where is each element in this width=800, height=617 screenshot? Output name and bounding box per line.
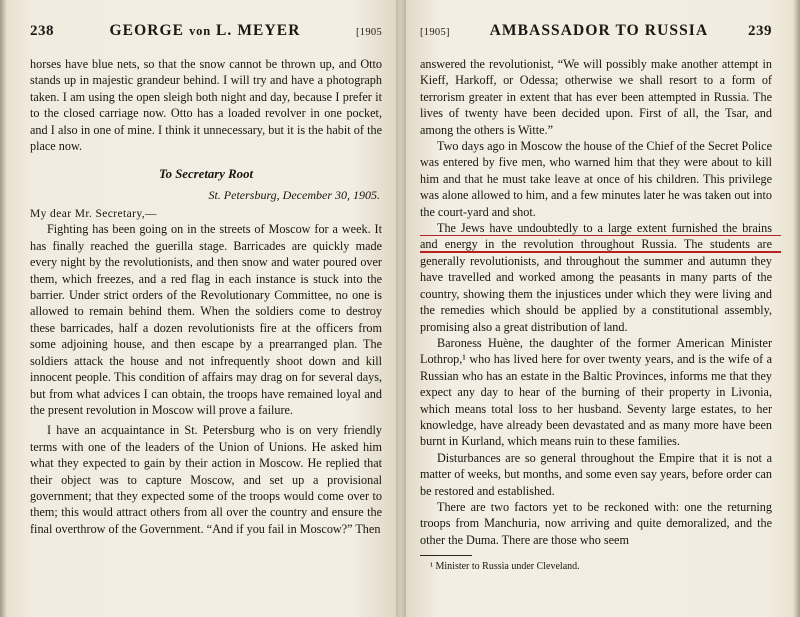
page-edge-shadow-left — [0, 0, 7, 617]
right-paragraph-5: Disturbances are so general throughout the Empire that it is not a matter of weeks, but months, and some even say years, before order can be restored and established. — [420, 450, 772, 498]
page-right — [400, 0, 800, 617]
dateline: St. Petersburg, December 30, 1905. — [208, 188, 380, 203]
underlined-passage-text: The Jews have undoubtedly to a large extent furnished the brains and energy in the revolution throughout Russia. The students are generally revolutionists, and throughout the summer and autumn they have travelled and worked among the peasants in many parts of the country, showing them the injustices under which they were living and the remedies which should be applied by a constitutional assembly, promising also a great distribution of land. — [420, 221, 772, 334]
footnote-rule — [420, 555, 472, 556]
running-title-von: von — [189, 24, 211, 38]
body-left — [30, 56, 382, 537]
annotated-passage-block — [420, 220, 772, 335]
paragraph-continuation: horses have blue nets, so that the snow cannot be thrown up, and Otto stands up in majestic grandeur behind. I will try and have a photograph taken. I am using the open sleigh both night and day, because I prefer it to the closed carriage now. Otto has a loaded revolver in one pocket, and I also in one of mine. I think it unnecessary, but it is the habit of the place now. — [30, 57, 382, 154]
right-paragraph-4: Baroness Huène, the daughter of the former American Minister Lothrop,¹ who has lived here for over twenty years, and is the wife of a Russian who has an estate in the Baltic Provinces, informs me that they expect any day to hear of the burning of their property in Livonia, which means total loss to her husband. Seventy large estates, to her knowledge, have already been devastated and as many more have been burnt in Kurland, which means ruin to these families. — [420, 335, 772, 449]
right-paragraph-3 — [420, 220, 772, 335]
running-title-main: GEORGE — [109, 22, 185, 39]
running-title-rest: L. MEYER — [215, 22, 301, 39]
folio-left: 238 — [30, 23, 54, 39]
section-heading-to-secretary-root: To Secretary Root — [158, 167, 254, 182]
folio-right: 239 — [748, 23, 772, 39]
letter-paragraph-2: I have an acquaintance in St. Petersburg who is on very friendly terms with one of the leaders of the Union of Unions. He asked him what they expected to gain by their action in Moscow. He replied that their object was to capture Moscow, and set up a provisional government; that they expected some of the troops would come over to them; this would attract others from all over the country and ensure the final overthrow of the Government. “And if you fail in Moscow?” Then — [30, 423, 382, 536]
right-paragraph-1: answered the revolutionist, “We will possibly make another attempt in Kieff, Harkoff, or Odessa; otherwise we shall resort to a form of terrorism greater in extent that has ever been attempted in Russia. The lives of twenty have been decided upon. First of all, the Tsar, and among the others is Witte.” — [420, 57, 772, 137]
body-right — [420, 56, 772, 573]
right-paragraph-2: Two days ago in Moscow the house of the Chief of the Secret Police was entered by five men, who warned him that they were about to kill him and that he must take leave at once of his children. This privilege was alone allowed to him, and a few minutes later he was taken out into the court-yard and shot. — [420, 139, 772, 219]
letter-paragraph-1: Fighting has been going on in the streets of Moscow for a week. It has finally reached the guerilla stage. Barricades are quickly made every night by the revolutionists, and then snow and water poured over them, which freezes, and a red flag in each instance is stuck into the barrier. Under strict orders of the Revolutionary Committee, no one is allowed to remain behind them. When the soldiers come to destroy these barricades, half a dozen revolutionists fire at the officers from some adjoining house, and then escape by a prearranged plan. The soldiers attack the house and not infrequently shoot down and kill innocent people. This condition of affairs may drag on for several days, but from what advices I can obtain, the troops have remained loyal and the present revolution in Moscow will prove a failure. — [30, 222, 382, 417]
running-title-left — [54, 22, 356, 40]
year-bracket-right: [1905] — [420, 27, 450, 38]
page-edge-shadow-right — [793, 0, 800, 617]
annotation-underline-1 — [420, 235, 781, 237]
annotation-underline-2 — [420, 251, 781, 253]
running-head-right — [420, 22, 772, 44]
year-bracket-left: [1905 — [356, 27, 382, 38]
right-paragraph-6: There are two factors yet to be reckoned with: one the returning troops from Manchuria, now arriving and quite demoralized, and the other the Duma. There are those who seem — [420, 499, 772, 547]
salutation: My dear Mr. Secretary,— — [30, 208, 157, 221]
running-title-right: AMBASSADOR TO RUSSIA — [489, 22, 709, 39]
running-head-left — [30, 22, 382, 44]
footnote-1: ¹ Minister to Russia under Cleveland. — [430, 561, 580, 573]
